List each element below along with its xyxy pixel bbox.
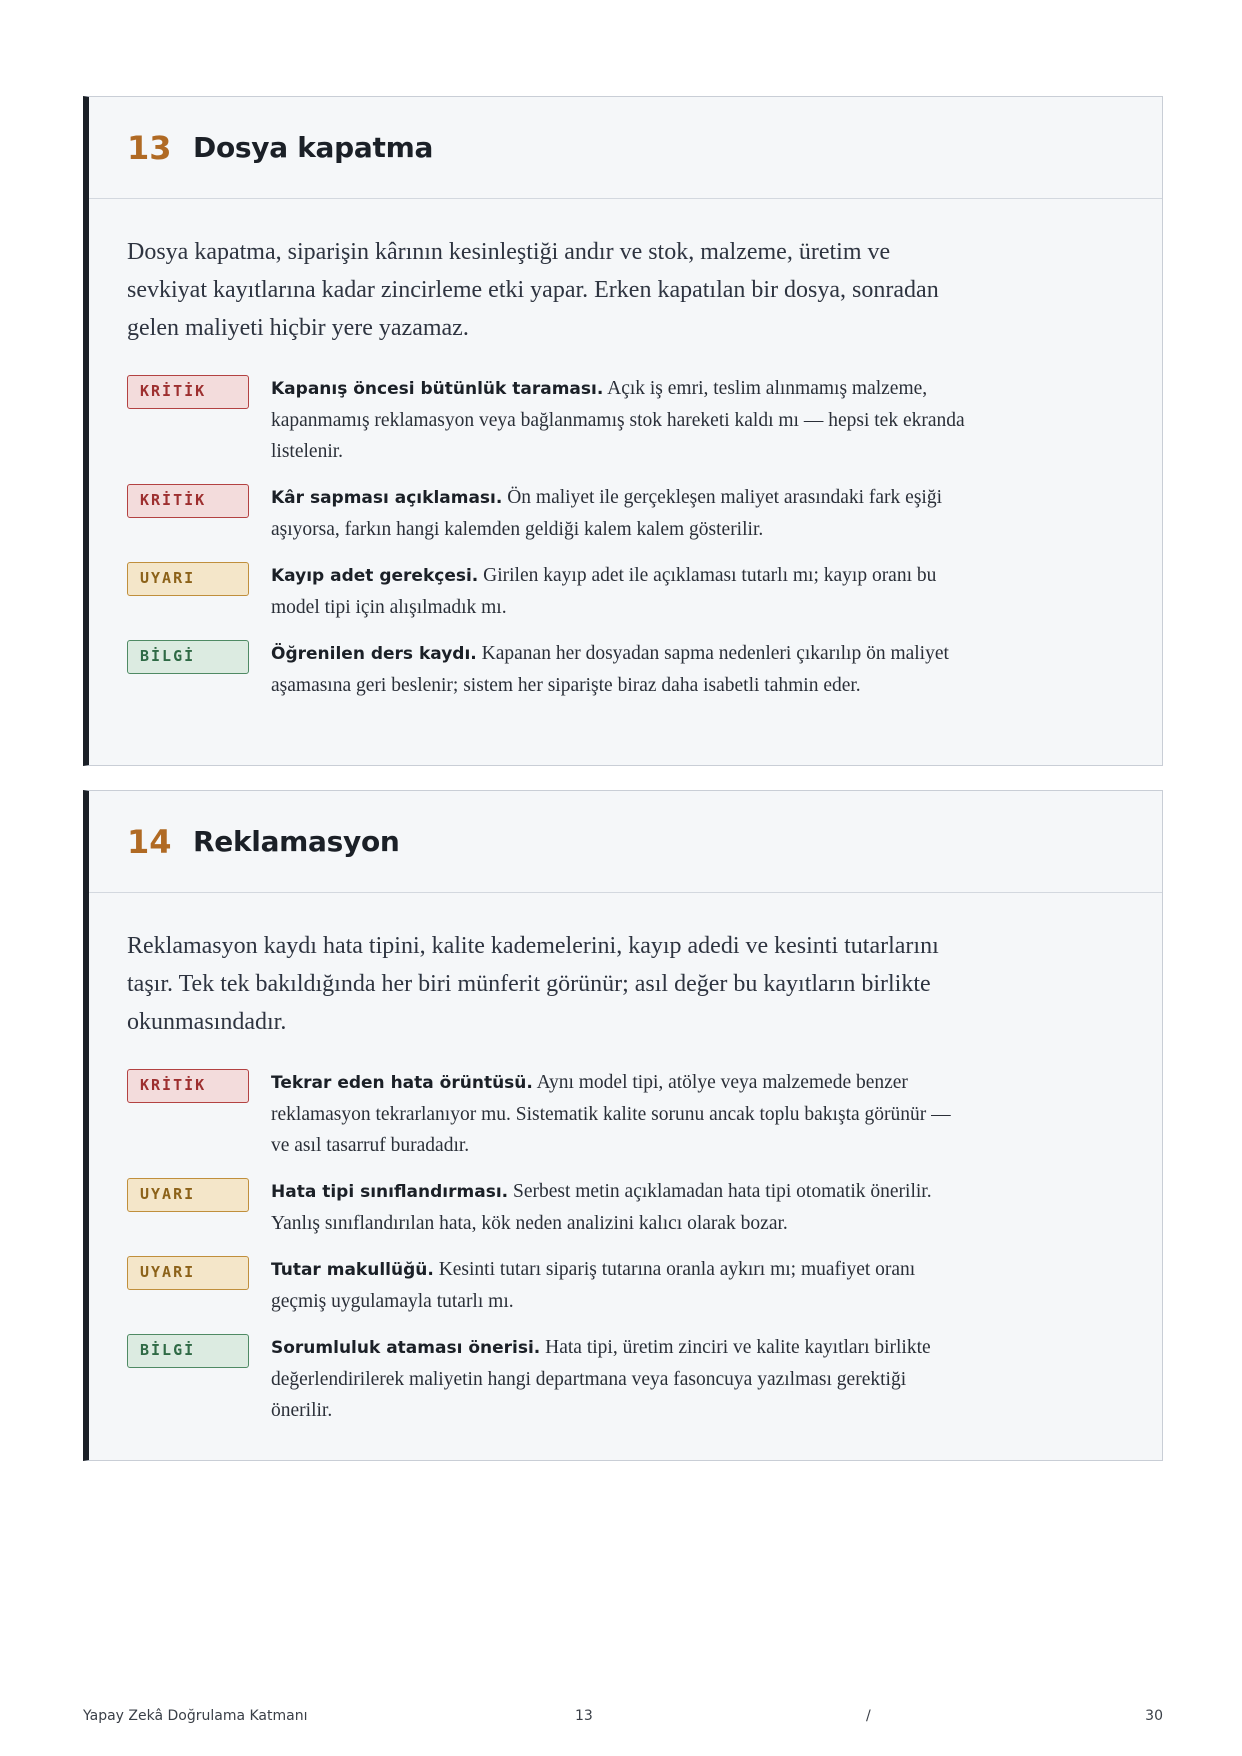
section-reklamasyon xyxy=(83,790,1163,1461)
check-item xyxy=(127,1254,1162,1317)
section-intro: Dosya kapatma, siparişin kârının kesinleştiği andır ve stok, malzeme, üretim ve sevkiyat kayıtlarına kadar zincirleme etki yapar. Erken kapatılan bir dosya, sonradan gelen maliyeti hiçbir yere yazamaz. xyxy=(127,239,939,341)
check-body: Hata tipi, üretim zinciri ve kalite kayıtları birlikte değerlendirilerek maliyetin hangi departmana veya fasoncuya yazılması gerektiği önerilir. xyxy=(271,1337,931,1421)
check-title: Tekrar eden hata örüntüsü. xyxy=(271,1073,533,1093)
check-description xyxy=(271,1176,971,1239)
check-title: Hata tipi sınıflandırması. xyxy=(271,1182,509,1202)
check-title: Sorumluluk ataması önerisi. xyxy=(271,1338,541,1358)
footer-page-number: 13 xyxy=(575,1708,593,1724)
section-intro: Reklamasyon kaydı hata tipini, kalite kademelerini, kayıp adedi ve kesinti tutarlarını taşır. Tek tek bakıldığında her biri münferit görünür; asıl değer bu kayıtların birlikte okunmasındadır. xyxy=(127,933,939,1035)
footer-document-title: Yapay Zekâ Doğrulama Katmanı xyxy=(83,1708,308,1724)
check-description xyxy=(271,638,971,701)
severity-badge: UYARI xyxy=(127,1256,249,1290)
check-description xyxy=(271,482,971,545)
footer-separator: / xyxy=(866,1708,871,1724)
severity-badge: KRİTİK xyxy=(127,1069,249,1103)
check-body: Serbest metin açıklamadan hata tipi otomatik önerilir. Yanlış sınıflandırılan hata, kök neden analizini kalıcı olarak bozar. xyxy=(271,1181,932,1234)
check-description xyxy=(271,1067,971,1161)
section-title: Dosya kapatma xyxy=(193,131,434,164)
check-description xyxy=(271,373,971,467)
section-number: 14 xyxy=(127,822,172,861)
section-number: 13 xyxy=(127,128,172,167)
footer-page-total: 30 xyxy=(1145,1708,1163,1724)
severity-badge: UYARI xyxy=(127,562,249,596)
check-item xyxy=(127,638,1162,701)
severity-badge: BİLGİ xyxy=(127,640,249,674)
check-description xyxy=(271,1332,971,1426)
check-body: Kapanan her dosyadan sapma nedenleri çıkarılıp ön maliyet aşamasına geri beslenir; sistem her siparişte biraz daha isabetli tahmin eder. xyxy=(271,643,949,696)
section-header xyxy=(89,791,1162,893)
section-header xyxy=(89,97,1162,199)
check-description xyxy=(271,1254,971,1317)
check-item xyxy=(127,373,1162,467)
check-body: Kesinti tutarı sipariş tutarına oranla aykırı mı; muafiyet oranı geçmiş uygulamayla tutarlı mı. xyxy=(271,1259,916,1312)
check-body: Açık iş emri, teslim alınmamış malzeme, kapanmamış reklamasyon veya bağlanmamış stok hareketi kaldı mı — hepsi tek ekranda listelenir. xyxy=(271,378,965,462)
check-title: Öğrenilen ders kaydı. xyxy=(271,644,477,664)
check-item xyxy=(127,560,1162,623)
check-list xyxy=(127,373,1162,701)
check-title: Kayıp adet gerekçesi. xyxy=(271,566,479,586)
check-body: Ön maliyet ile gerçekleşen maliyet arasındaki fark eşiği aşıyorsa, farkın hangi kalemden geldiği kalem kalem gösterilir. xyxy=(271,487,942,540)
severity-badge: BİLGİ xyxy=(127,1334,249,1368)
section-title: Reklamasyon xyxy=(193,825,400,858)
check-description xyxy=(271,560,971,623)
check-list xyxy=(127,1067,1162,1426)
check-title: Kapanış öncesi bütünlük taraması. xyxy=(271,379,604,399)
severity-badge: KRİTİK xyxy=(127,484,249,518)
check-title: Tutar makullüğü. xyxy=(271,1260,434,1280)
severity-badge: KRİTİK xyxy=(127,375,249,409)
check-item xyxy=(127,482,1162,545)
section-dosya-kapatma xyxy=(83,96,1163,766)
check-body: Girilen kayıp adet ile açıklaması tutarlı mı; kayıp oranı bu model tipi için alışılmadık mı. xyxy=(271,565,937,618)
severity-badge: UYARI xyxy=(127,1178,249,1212)
check-body: Aynı model tipi, atölye veya malzemede benzer reklamasyon tekrarlanıyor mu. Sistematik kalite sorunu ancak toplu bakışta görünür — ve asıl tasarruf buradadır. xyxy=(271,1072,951,1156)
check-title: Kâr sapması açıklaması. xyxy=(271,488,503,508)
check-item xyxy=(127,1332,1162,1426)
check-item xyxy=(127,1067,1162,1161)
check-item xyxy=(127,1176,1162,1239)
